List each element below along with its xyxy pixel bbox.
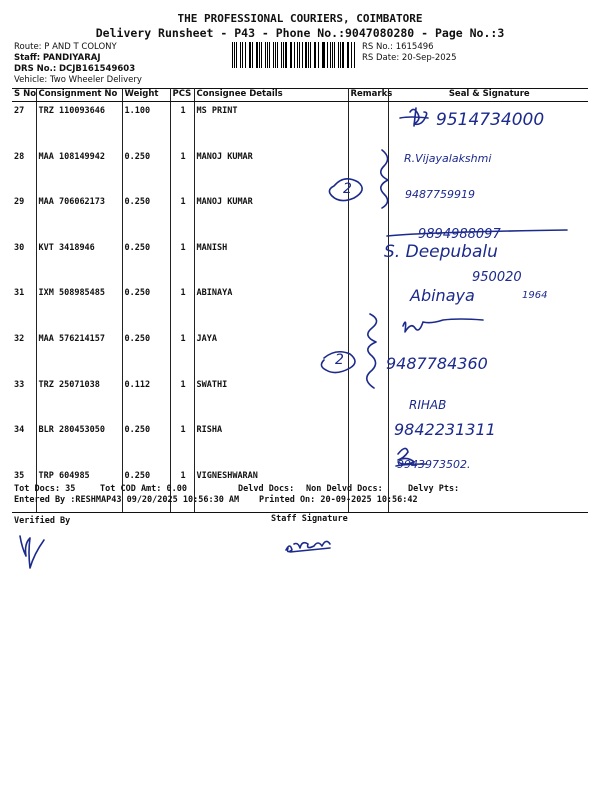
route-line <box>14 42 117 52</box>
cell-consignment-no: MAA 108149942 <box>36 148 122 194</box>
cell-pcs: 1 <box>170 284 194 330</box>
handwritten-phone-3: 9894988097 <box>418 227 501 242</box>
barcode-bar <box>245 42 246 68</box>
runsheet-table <box>12 88 588 513</box>
barcode-bar <box>318 42 319 68</box>
handwritten-number-5: 1964 <box>522 290 548 301</box>
cell-weight: 1.100 <box>122 102 170 148</box>
col-weight: Weight <box>122 89 170 102</box>
drs-label: DRS No.: <box>14 64 57 74</box>
cell-consignee: MS PRINT <box>194 102 348 148</box>
cell-consignee: SWATHI <box>194 376 348 422</box>
delvd-docs: Delvd Docs: <box>238 484 295 494</box>
cell-consignee: MANOJ KUMAR <box>194 193 348 239</box>
rs-date-label: RS Date: <box>362 53 400 63</box>
barcode-bar <box>277 42 278 68</box>
cell-weight: 0.250 <box>122 148 170 194</box>
barcode-bar <box>305 42 306 68</box>
handwritten-name-1: R.Vijayalakshmi <box>404 152 492 165</box>
cell-consignment-no: TRZ 25071038 <box>36 376 122 422</box>
cell-remarks <box>348 102 388 148</box>
cell-remarks <box>348 239 388 285</box>
barcode-bar <box>290 42 291 68</box>
drs-value: DCJB161549603 <box>58 64 136 74</box>
barcode-bar <box>285 42 286 68</box>
circled-count-2: 2 <box>335 352 344 368</box>
cell-consignment-no: TRZ 110093646 <box>36 102 122 148</box>
route-label: Route: <box>14 42 42 52</box>
cell-remarks <box>348 193 388 239</box>
barcode-bar <box>265 42 266 68</box>
handwritten-name-2: S. Deepubalu <box>384 242 498 262</box>
cell-weight: 0.250 <box>122 239 170 285</box>
entered-by: Entered By :RESHMAP43 09/20/2025 10:56:30 AM <box>14 495 240 505</box>
barcode-bar <box>334 42 335 68</box>
handwritten-name-3: Abinaya <box>410 286 475 305</box>
non-delvd-docs: Non Delvd Docs: <box>306 484 383 494</box>
cell-consignee: ABINAYA <box>194 284 348 330</box>
col-consignment: Consignment No <box>36 89 122 102</box>
staff-signature <box>286 541 330 552</box>
verified-by-label: Verified By <box>14 516 71 526</box>
barcode-bar <box>351 42 352 68</box>
cell-weight: 0.250 <box>122 330 170 376</box>
barcode-bar <box>342 42 343 68</box>
handwritten-phone-1: 9514734000 <box>436 110 545 130</box>
cell-sno: 32 <box>12 330 36 376</box>
cell-consignment-no: TRP 604985 <box>36 467 122 513</box>
drs-line <box>14 64 135 74</box>
col-consignee: Consignee Details <box>194 89 348 102</box>
col-pcs: PCS <box>170 89 194 102</box>
cell-sno: 35 <box>12 467 36 513</box>
tot-cod: Tot COD Amt: 0.00 <box>100 484 187 494</box>
cell-pcs: 1 <box>170 193 194 239</box>
col-sno: S No <box>12 89 36 102</box>
cell-sno: 27 <box>12 102 36 148</box>
barcode-bar <box>232 42 233 68</box>
cell-pcs: 1 <box>170 148 194 194</box>
cell-weight: 0.250 <box>122 284 170 330</box>
cell-pcs: 1 <box>170 239 194 285</box>
barcode-bar <box>269 42 270 68</box>
cell-sno: 30 <box>12 239 36 285</box>
cell-sno: 31 <box>12 284 36 330</box>
barcode-bar <box>310 42 311 68</box>
cell-sno: 28 <box>12 148 36 194</box>
cell-consignee: RISHA <box>194 421 348 467</box>
cell-pcs: 1 <box>170 102 194 148</box>
cell-consignee: MANOJ KUMAR <box>194 148 348 194</box>
delvy-pts: Delvy Pts: <box>408 484 460 494</box>
barcode-bar <box>256 42 257 68</box>
vehicle-line <box>14 75 142 85</box>
printed-on: Printed On: 20-09-2025 10:56:42 <box>259 495 418 505</box>
col-remarks: Remarks <box>348 89 388 102</box>
table-header-row <box>12 89 588 102</box>
table-row <box>12 467 588 513</box>
cell-consignment-no: BLR 280453050 <box>36 421 122 467</box>
barcode-bar <box>252 42 253 68</box>
cell-remarks <box>348 421 388 467</box>
table-row <box>12 193 588 239</box>
table-row <box>12 330 588 376</box>
staff-value: PANDIYARAJ <box>42 53 101 63</box>
cell-weight: 0.250 <box>122 421 170 467</box>
staff-signature-label: Staff Signature <box>271 514 348 524</box>
barcode-bar <box>240 42 241 68</box>
vehicle-label: Vehicle: <box>14 75 48 85</box>
circled-count-1: 2 <box>343 181 352 197</box>
cell-sno: 33 <box>12 376 36 422</box>
table-row <box>12 284 588 330</box>
company-title: THE PROFESSIONAL COURIERS, COIMBATORE <box>177 12 423 25</box>
barcode <box>232 42 356 68</box>
barcode-bar <box>332 42 333 68</box>
cell-pcs: 1 <box>170 421 194 467</box>
table-row <box>12 421 588 467</box>
cell-consignment-no: KVT 3418946 <box>36 239 122 285</box>
cell-sno: 34 <box>12 421 36 467</box>
cell-consignee: MANISH <box>194 239 348 285</box>
rs-no-value: 1615496 <box>395 42 434 52</box>
table-row <box>12 148 588 194</box>
cell-remarks <box>348 330 388 376</box>
runsheet-subtitle: Delivery Runsheet - P43 - Phone No.:9047080280 - Page No.:3 <box>95 26 505 40</box>
cell-weight: 0.250 <box>122 467 170 513</box>
cell-weight: 0.112 <box>122 376 170 422</box>
cell-consignment-no: MAA 706062173 <box>36 193 122 239</box>
cell-consignee: VIGNESHWARAN <box>194 467 348 513</box>
cell-consignment-no: MAA 576214157 <box>36 330 122 376</box>
cell-weight: 0.250 <box>122 193 170 239</box>
barcode-bar <box>297 42 298 68</box>
handwritten-phone-6: 9487784360 <box>386 354 488 373</box>
rs-no-line <box>362 42 434 52</box>
handwritten-phone-8: 9943973502. <box>397 458 471 471</box>
verified-signature <box>20 536 44 568</box>
staff-line <box>14 53 101 63</box>
handwritten-phone-4: 950020 <box>472 270 522 285</box>
staff-label: Staff: <box>14 53 41 63</box>
barcode-bar <box>323 42 324 68</box>
rs-no-label: RS No.: <box>362 42 393 52</box>
handwritten-phone-7: 9842231311 <box>394 420 496 439</box>
handwritten-phone-2: 9487759919 <box>405 188 475 201</box>
cell-remarks <box>348 148 388 194</box>
tot-docs: Tot Docs: 35 <box>14 484 76 494</box>
handwritten-name-4: RIHAB <box>409 398 447 412</box>
table-row <box>12 376 588 422</box>
cell-pcs: 1 <box>170 376 194 422</box>
rs-date-line <box>362 53 457 63</box>
cell-remarks <box>348 376 388 422</box>
cell-pcs: 1 <box>170 467 194 513</box>
rs-date-value: 20-Sep-2025 <box>401 53 457 63</box>
cell-sno: 29 <box>12 193 36 239</box>
cell-remarks <box>348 284 388 330</box>
cell-consignee: JAYA <box>194 330 348 376</box>
route-value: P AND T COLONY <box>44 42 117 52</box>
vehicle-value: Two Wheeler Delivery <box>49 75 142 85</box>
cell-consignment-no: IXM 508985485 <box>36 284 122 330</box>
cell-pcs: 1 <box>170 330 194 376</box>
col-seal-signature: Seal & Signature <box>388 89 588 102</box>
